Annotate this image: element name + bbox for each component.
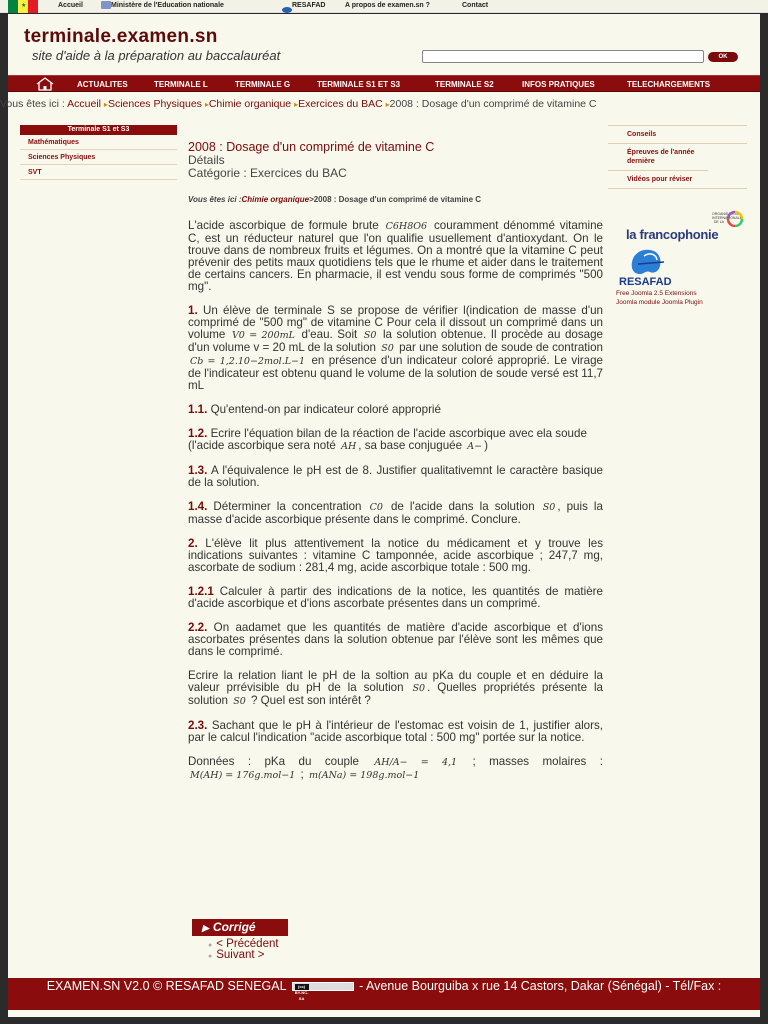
nav-terminale-s2[interactable]: TERMINALE S2 <box>435 80 494 89</box>
math-s0: S0 <box>542 502 556 513</box>
question-1 <box>188 305 603 392</box>
search-button[interactable]: OK <box>708 52 738 62</box>
question-1-2-number: 1.2. <box>188 427 208 440</box>
footer-address: - Avenue Bourguiba x rue 14 Castors, Dakar (Sénégal) - Tél/Fax : <box>359 979 722 993</box>
site-header <box>24 26 744 82</box>
toplink-resafad[interactable]: RESAFAD <box>292 2 326 9</box>
intro-text-1: L'acide ascorbique de formule brute <box>188 219 379 232</box>
question-1-2-text-a: Ecrire l'équation bilan de la réaction de l'acide ascorbique avec ela soude <box>210 427 587 440</box>
question-1-4-number: 1.4. <box>188 500 208 513</box>
breadcrumb <box>0 98 768 111</box>
toplink-a-propos[interactable]: A propos de examen.sn ? <box>345 2 430 9</box>
nav-terminale-s1-s3[interactable]: TERMINALE S1 ET S3 <box>317 80 401 89</box>
footer-copyright: EXAMEN.SN V2.0 © RESAFAD SENEGAL <box>46 979 287 993</box>
math-pka: AH/A− = 4,1 <box>374 757 458 768</box>
question-2-number: 2. <box>188 537 198 550</box>
question-1-4-text-b: de l'acide dans la solution <box>390 500 535 513</box>
data-text-c: ; <box>300 768 304 781</box>
joomla-credit[interactable] <box>616 289 703 307</box>
next-link[interactable] <box>208 949 265 961</box>
left-item-svt[interactable]: SVT <box>20 165 177 180</box>
question-1-1 <box>188 404 603 416</box>
nav-infos-pratiques[interactable]: INFOS PRATIQUES <box>522 80 595 89</box>
search-input[interactable] <box>422 50 704 63</box>
flag-yellow-stripe: ★ <box>18 0 28 13</box>
breadcrumb-prefix: Vous êtes ici : <box>0 98 65 110</box>
question-1-3-number: 1.3. <box>188 464 208 477</box>
francophonie-org-label: ORGANISATION INTERNATIONALE DE LA <box>712 212 743 224</box>
math-cb: Cb = 1,2.10−2mol.L−1 <box>190 356 306 367</box>
bullet-icon: ● <box>208 942 213 949</box>
question-2-3-text: Sachant que le pH à l'intérieur de l'estomac est voisin de 1, justifier alors, par le calcul l'indication "acide ascorbique total : 500 mg" portée sur la notice. <box>188 719 603 744</box>
nav-actualites[interactable]: ACTUALITES <box>77 80 128 89</box>
breadcrumb-arrow-icon: ▸ <box>294 100 299 109</box>
math-molar-mass-ana: m(ANa) = 198g.mol−1 <box>309 770 420 781</box>
article-details-label: Détails <box>188 153 225 167</box>
right-item-conseils[interactable]: Conseils <box>608 125 747 144</box>
resafad-label: RESAFAD <box>619 276 672 288</box>
math-s0: S0 <box>363 330 377 341</box>
left-item-sciences-physiques[interactable]: Sciences Physiques <box>20 150 177 165</box>
main-nav <box>8 75 760 92</box>
question-1-2-1 <box>188 586 603 610</box>
article <box>188 140 603 782</box>
question-2-2-b-text-c: ? Quel est son intérêt ? <box>251 694 371 707</box>
intro-text-2: couramment dénommé vitamine C, est un réducteur naturel que l'on qualifie usuellement d'antioxydant. On le trouve dans de nombreux fruits et légumes. On a montré que la vitamine C peut prévenir des petits maux quotidiens tels que le rhume et aider dans le traitement de certains cancers. En pharmacie, il est vendu sous forme de comprimés "500 mg". <box>188 219 603 293</box>
question-2-2-b <box>188 670 603 708</box>
site-name[interactable]: terminale.examen.sn <box>24 26 218 47</box>
nav-terminale-g[interactable]: TERMINALE G <box>235 80 291 89</box>
inner-breadcrumb-prefix: Vous êtes ici : <box>188 195 242 204</box>
math-s0: S0 <box>233 696 246 707</box>
question-1-2 <box>188 428 603 453</box>
question-1-3-text: A l'équivalence le pH est de 8. Justifier qualitativemnt le caractère basique de la solution. <box>188 464 603 489</box>
question-1-2-text-b: (l'acide ascorbique sera noté <box>188 439 336 452</box>
breadcrumb-accueil[interactable]: Accueil <box>67 98 101 110</box>
math-c0: C0 <box>369 502 383 513</box>
question-2-3 <box>188 720 603 744</box>
joomla-line-2: Joomla module Joomla Plugin <box>616 299 703 306</box>
breadcrumb-chimie-organique[interactable]: Chimie organique <box>208 98 292 110</box>
left-menu-title: Terminale S1 et S3 <box>20 125 177 135</box>
question-1-text-e: en présence d'un indicateur coloré approprié. Le virage de l'indicateur est obtenu quand le volume de la solution de soude versé est 11,7 mL <box>188 354 603 392</box>
question-1-text-b: d'eau. Soit <box>301 328 358 341</box>
breadcrumb-arrow-icon: ▸ <box>103 100 108 109</box>
question-1-number: 1. <box>188 304 198 317</box>
question-1-2-text-c: , sa base conjuguée <box>358 439 463 452</box>
francophonie-ring-icon <box>726 210 744 227</box>
toplink-contact[interactable]: Contact <box>462 2 489 9</box>
toplink-ministere[interactable]: Ministère de l'Education nationale <box>111 2 224 9</box>
question-2-2-b-text-a: Ecrire la relation liant le pH de la soltion au pKa du couple et en déduire la valeur prrévisible du pH de la solution <box>188 669 603 694</box>
bullet-icon: ● <box>208 953 213 960</box>
site-slogan: site d'aide à la préparation au baccalauréat <box>32 48 281 63</box>
question-2-2 <box>188 622 603 658</box>
play-arrow-icon: ▶ <box>202 923 209 933</box>
question-1-4 <box>188 501 603 526</box>
question-1-1-text: Qu'entend-on par indicateur coloré approprié <box>210 403 441 416</box>
question-1-2-1-text: Calculer à partir des indications de la notice, les quantités de matière d'acide ascorbique et d'ions ascorbate présentes dans un comprimé. <box>188 585 603 610</box>
question-1-4-text-a: Déterminer la concentration <box>213 500 362 513</box>
right-item-epreuves[interactable]: Épreuves de l'année dernière <box>608 144 708 171</box>
math-a-minus: A− <box>467 441 483 452</box>
inner-breadcrumb-current: 2008 : Dosage d'un comprimé de vitamine C <box>313 195 482 204</box>
question-1-3 <box>188 465 603 489</box>
corrige-label: Corrigé <box>212 920 256 934</box>
inner-breadcrumb: Vous êtes ici :Chimie organique>2008 : Dosage d'un comprimé de vitamine C <box>188 195 482 204</box>
question-1-2-1-number: 1.2.1 <box>188 585 214 598</box>
page-container <box>0 14 760 1017</box>
question-2-2-number: 2.2. <box>188 621 208 634</box>
question-2-2-text: On aadamet que les quantités de matière d'acide ascorbique et d'ions ascorbates présentes dans la solution obtenue par l'élève sont les mêmes que dans le comprimé. <box>188 621 603 658</box>
right-item-videos[interactable]: Vidéos pour réviser <box>608 171 747 189</box>
francophonie-name: la francophonie <box>626 227 719 242</box>
cc-badge-label: (cc) BY-NC-SA <box>294 984 309 1002</box>
francophonie-logo[interactable] <box>626 210 746 244</box>
creative-commons-icon[interactable] <box>292 982 354 1002</box>
question-1-2-text-d: ) <box>484 439 488 452</box>
question-2-2-b-text-b: . Quelles propriétés présente la solution <box>188 681 603 707</box>
question-1-text-a: Un élève de terminale S se propose de vérifier l(indication de masse d'un comprimé de "500 mg" de vitamine C Pour cela il dissout un comprimé dans un volume <box>188 304 603 341</box>
footer <box>8 978 760 1010</box>
next-label: Suivant > <box>216 949 265 961</box>
resafad-small-icon <box>282 1 292 9</box>
data-paragraph <box>188 756 603 782</box>
corrige-button[interactable] <box>192 919 288 936</box>
article-category: Catégorie : Exercices du BAC <box>188 166 347 180</box>
toplink-accueil[interactable]: Accueil <box>58 2 83 9</box>
question-1-text-c: la solution obtenue. Il procède au dosage d'un volume v = 20 mL de la solution <box>188 328 603 354</box>
flag-green-stripe <box>8 0 18 13</box>
breadcrumb-current: 2008 : Dosage d'un comprimé de vitamine C <box>389 98 597 110</box>
inner-breadcrumb-chimie-organique[interactable]: Chimie organique <box>241 195 310 204</box>
top-links-bar <box>0 0 768 13</box>
question-2-text: L'élève lit plus attentivement la notice du médicament et y trouve les indications suivantes : vitamine C tamponnée, acide ascorbique ; 247,7 mg, ascorbate de sodium : 281,4 mg, acide ascorbique totale : 500 mg. <box>188 537 603 574</box>
question-1-text-d: par une solution de soude de contration <box>399 341 603 354</box>
flag-red-stripe <box>28 0 38 13</box>
math-ah: AH <box>341 441 357 452</box>
data-text-b: ; masses molaires : <box>472 755 603 768</box>
question-2-3-number: 2.3. <box>188 719 208 732</box>
math-molar-mass-ah: M(AH) = 176g.mol−1 <box>190 770 296 781</box>
previous-label: < Précédent <box>216 938 279 950</box>
breadcrumb-sciences-physiques[interactable]: Sciences Physiques <box>107 98 202 110</box>
question-2 <box>188 538 603 574</box>
senegal-flag-icon <box>8 0 38 13</box>
math-s0: S0 <box>412 683 426 694</box>
data-text-a: Données : pKa du couple <box>188 755 359 768</box>
joomla-line-1: Free Joomla 2.5 Extensions <box>616 290 697 297</box>
question-1-4-text-c: , puis la masse d'acide ascorbique présente dans le comprimé. Conclure. <box>188 500 603 526</box>
left-item-mathematiques[interactable]: Mathématiques <box>20 135 177 150</box>
math-formula-c6h8o6: C6H8O6 <box>385 221 428 232</box>
breadcrumb-exercices-bac[interactable]: Exercices du BAC <box>298 98 383 110</box>
math-s0: S0 <box>381 343 394 354</box>
ministry-icon <box>101 1 111 9</box>
math-v0: V0 = 200mL <box>231 330 295 341</box>
intro-paragraph <box>188 220 603 293</box>
nav-terminale-l[interactable]: TERMINALE L <box>154 80 208 89</box>
left-menu <box>20 125 177 180</box>
article-title[interactable]: 2008 : Dosage d'un comprimé de vitamine C <box>188 140 435 154</box>
home-icon[interactable] <box>34 77 56 91</box>
nav-telechargements[interactable]: TELECHARGEMENTS <box>627 80 711 89</box>
breadcrumb-arrow-icon: ▸ <box>204 100 209 109</box>
question-1-1-number: 1.1. <box>188 403 208 416</box>
breadcrumb-arrow-icon: ▸ <box>385 100 390 109</box>
right-menu <box>608 125 747 189</box>
